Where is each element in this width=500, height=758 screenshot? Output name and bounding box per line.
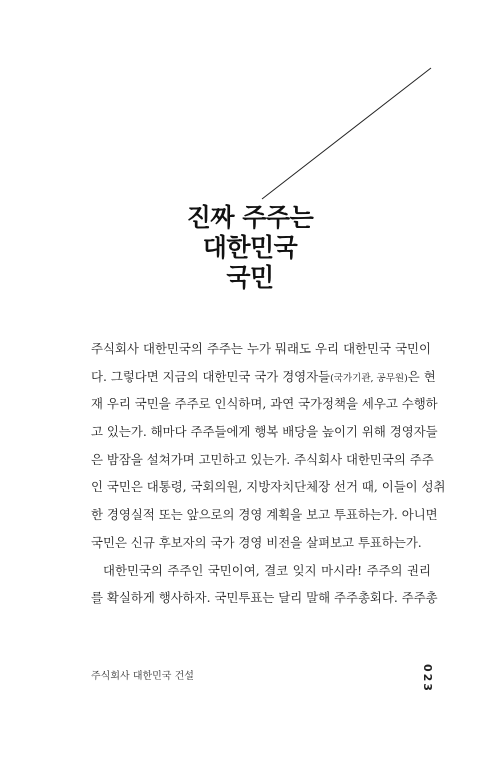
running-footer-book-title: 주식회사 대한민국 건설 — [91, 671, 194, 682]
body-paragraphs — [91, 335, 446, 612]
page-number: 023 — [421, 664, 434, 693]
parenthetical-note: (국가기관, 공무원) — [330, 372, 408, 384]
text-line: 재 우리 국민을 주주로 인식하며, 과연 국가정책을 세우고 수행하 — [91, 396, 438, 412]
text-line: 를 확실하게 행사하자. 국민투표는 달리 말해 주주총회다. 주주총 — [91, 590, 438, 606]
text-line: 주식회사 대한민국의 주주는 누가 뭐래도 우리 대한민국 국민이 — [91, 341, 431, 356]
chapter-title-line-1: 진짜 주주는 — [186, 203, 314, 232]
text-line: 국민은 신규 후보자의 국가 경영 비전을 살펴보고 투표하는가. — [91, 534, 422, 550]
text-line: 인 국민은 대통령, 국회의원, 지방자치단체장 선거 때, 이들이 성취 — [91, 479, 446, 495]
text-line — [91, 363, 436, 391]
chapter-title-line-3: 국민 — [226, 263, 274, 292]
text-segment: 은 현 — [407, 368, 436, 384]
chapter-title — [0, 203, 500, 293]
chapter-title-line-2: 대한민국 — [202, 233, 298, 262]
text-line: 고 있는가. 해마다 주주들에게 행복 배당을 높이기 위해 경영자들 — [91, 424, 438, 440]
text-segment: 다. 그렇다면 지금의 대한민국 국가 경영자들 — [91, 368, 331, 384]
text-line: 한 경영실적 또는 앞으로의 경영 계획을 보고 투표하는가. 아니면 — [91, 507, 438, 523]
text-line: 대한민국의 주주인 국민이여, 결코 잊지 마시라! 주주의 권리 — [103, 562, 431, 578]
text-line: 은 밤잠을 설쳐가며 고민하고 있는가. 주식회사 대한민국의 주주 — [91, 451, 434, 467]
